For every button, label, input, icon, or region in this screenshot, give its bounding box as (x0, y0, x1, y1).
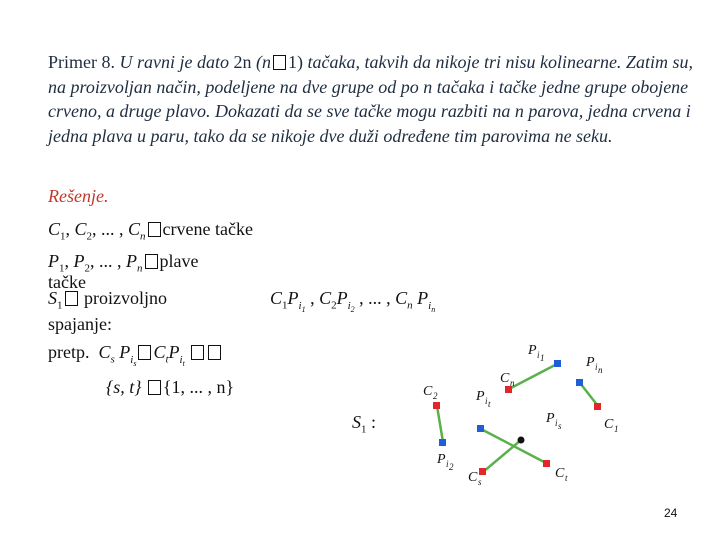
blue-points-text: plave (159, 251, 199, 271)
point-ct (479, 468, 486, 475)
assume-line: pretp. $C_s$ $P_{i_s}C_tP_{i_t}$ (48, 342, 223, 368)
svg-text:n: n (598, 365, 603, 375)
red-points-line: $C_1$, $C_2$, ... , $C_n$ crvene tačke (48, 219, 253, 243)
point-pin (576, 379, 583, 386)
segment-c2-pi2 (437, 406, 443, 442)
assume-text: pretp. (48, 342, 90, 362)
label-pis: P (546, 411, 555, 426)
point-pi1 (554, 360, 561, 367)
problem-text-1: U ravni je dato (119, 52, 229, 72)
svg-text:i: i (537, 350, 540, 360)
svg-text:i: i (446, 459, 449, 469)
set-range: {1, ... , n} (162, 377, 235, 397)
label-pin: P (586, 355, 595, 370)
point-pi2 (439, 439, 446, 446)
svg-text:n: n (510, 378, 515, 388)
page-number: 24 (664, 506, 678, 520)
label-cs: C (468, 470, 478, 485)
problem-label: Primer 8. (48, 52, 115, 72)
label-pi1: P (528, 343, 537, 358)
svg-text:2: 2 (433, 391, 438, 401)
svg-text:1: 1 (540, 353, 545, 363)
problem-text-2: tačaka, takvih da nikoje tri nisu kolinearne. Zatim su, na proizvoljan način, podeljene na dve grupe od po n tačaka i tačke jedne grupe obojene crveno, a druge plavo. Dokazati da se sve tačke mogu razbiti na n parova, jedna crvena i jedna plava u paru, tako da se nikoje dve duži određene tim parovima ne seku. (48, 52, 693, 146)
svg-text:t: t (488, 399, 491, 409)
pairing-text: spajanje: (48, 314, 112, 334)
point-c1 (594, 403, 601, 410)
svg-text:2: 2 (449, 462, 454, 472)
point-pis (477, 425, 484, 432)
point-pit (518, 437, 525, 444)
point-cs (543, 460, 550, 467)
label-c2: C (423, 384, 433, 399)
label-cn: C (500, 371, 510, 386)
red-points-text: crvene tačke (162, 219, 253, 239)
label-c1: C (604, 417, 614, 432)
svg-text:1: 1 (614, 424, 619, 434)
label-ct: C (555, 466, 565, 481)
point-c2 (433, 402, 440, 409)
svg-text:i: i (485, 396, 488, 406)
problem-paren-close: 1) (288, 52, 303, 72)
svg-text:t: t (565, 473, 568, 483)
s1-line: $S_1$ proizvoljno (48, 288, 167, 312)
segment-cn-pi1 (509, 364, 557, 389)
problem-n2: 2n (233, 52, 252, 72)
set-st: {s, t} (106, 377, 142, 397)
segment-pit-ct (483, 440, 521, 472)
s1-arbitrary-text: proizvoljno (84, 288, 167, 308)
blue-points-line: $P_1$, $P_2$, ... , $P_n$ plave (48, 251, 199, 275)
segment-pin-c1 (580, 383, 598, 406)
svg-text:s: s (478, 477, 482, 487)
label-pi2: P (437, 452, 446, 467)
svg-text:i: i (595, 362, 598, 372)
s1-colon-label: $S_1$ : (352, 412, 377, 436)
label-pit: P (476, 389, 485, 404)
svg-text:i: i (555, 418, 558, 428)
pairing-formula: $C_1P_{i_1}$ , $C_2P_{i_2}$ , ... , $C_n$ $P_{i_n}$ (270, 288, 436, 314)
solution-label: Rešenje. (48, 186, 109, 206)
blue-points-text-2: tačke (48, 272, 86, 292)
svg-text:s: s (558, 421, 562, 431)
problem-paren-open: (n (256, 52, 271, 72)
